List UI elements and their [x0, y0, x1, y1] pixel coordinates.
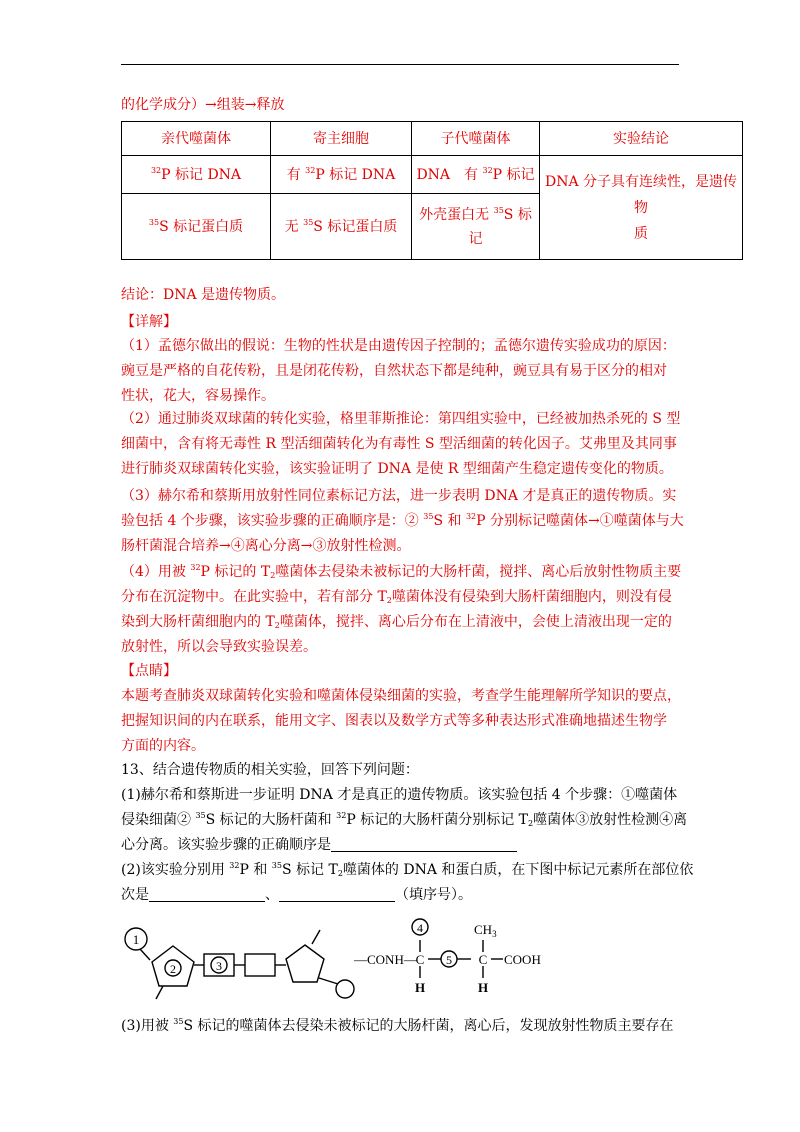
table-header-cell: 实验结论 — [540, 122, 743, 156]
answer-blank-1[interactable] — [331, 837, 517, 852]
label-1: 1 — [132, 932, 140, 947]
label-3: 3 — [216, 959, 222, 973]
label-5: 5 — [446, 953, 452, 967]
table-row — [122, 156, 743, 194]
hydrogen-1: H — [414, 980, 426, 995]
paragraph-3-line: 肠杆菌混合培养→④离心分离→③放射性检测。 — [121, 538, 411, 554]
question-2-line: (2)该实验分别用 $^{32}$P 和 $^{35}$S 标记 $T_2$噬菌体的 DNA 和蛋白质，在下图中标记元素所在部位依 — [121, 861, 694, 878]
table-cell: $^{32}$P 标记 DNA — [122, 156, 271, 194]
molecule-diagram — [118, 912, 558, 1014]
comment-line: 把握知识间的内在联系，能用文字、图表以及数学方式等多种表达形式准确地描述生物学 — [121, 713, 667, 729]
top-line: 的化学成分）→组装→释放 — [121, 97, 285, 113]
methyl-group: $CH_3$ — [474, 922, 497, 939]
table-cell: 外壳蛋白无 $^{35}$S 标 记 — [412, 194, 540, 260]
comment-line: 本题考查肺炎双球菌转化实验和噬菌体侵染细菌的实验，考查学生能理解所学知识的要点， — [121, 688, 681, 704]
conclusion: 结论：DNA 是遗传物质。 — [121, 287, 286, 303]
pentagon-ring — [286, 945, 324, 982]
paragraph-1-line: （1）孟德尔做出的假说：生物的性状是由遗传因子控制的；孟德尔遗传实验成功的原因： — [121, 338, 676, 354]
comment-heading: 【点睛】 — [121, 663, 177, 679]
question-2-line: 次是 、 （填序号）。 — [121, 887, 472, 903]
bond — [319, 978, 338, 984]
paragraph-2-line: 进行肺炎双球菌转化实验，该实验证明了 DNA 是使 R 型细菌产生稳定遗传变化的物质。 — [121, 461, 673, 477]
table-cell: DNA 有 $^{32}$P 标记 — [412, 156, 540, 194]
table-cell-conclusion: DNA 分子具有连续性，是遗传物 质 — [540, 156, 743, 260]
answer-blank-2[interactable] — [149, 887, 265, 902]
paragraph-3-line: （3）赫尔希和蔡斯用放射性同位素标记方法，进一步表明 DNA 才是真正的遗传物质。实 — [121, 488, 677, 504]
bond — [312, 930, 320, 944]
table-cell: 无 $^{35}$S 标记蛋白质 — [271, 194, 412, 260]
detail-heading: 【详解】 — [121, 314, 177, 330]
question-3-line: (3)用被 $^{35}$S 标记的噬菌体去侵染未被标记的大肠杆菌，离心后，发现放射性物质主要存在 — [121, 1017, 674, 1034]
table-header-cell: 子代噬菌体 — [412, 122, 540, 156]
conh-group: —CONH— — [354, 952, 417, 967]
answer-blank-3[interactable] — [279, 887, 395, 902]
label-2: 2 — [170, 962, 176, 976]
paragraph-2-line: 细菌中，含有将无毒性 R 型活细菌转化为有毒性 S 型活细菌的转化因子。艾弗里及其同事 — [121, 436, 677, 452]
carbon-1: C — [415, 952, 425, 967]
paragraph-1-line: 性状，花大，容易操作。 — [121, 388, 275, 404]
paragraph-4-line: 放射性，所以会导致实验误差。 — [121, 639, 317, 655]
paragraph-4-line: （4）用被 $^{32}$P 标记的 $T_2$噬菌体去侵染未被标记的大肠杆菌，搅拌、离心后放射性物质主要 — [121, 563, 682, 580]
comment-line: 方面的内容。 — [121, 738, 205, 754]
question-1-line: (1)赫尔希和蔡斯进一步证明 DNA 才是真正的遗传物质。该实验包括 4 个步骤：①噬菌体 — [121, 787, 678, 803]
paragraph-4-line: 染到大肠杆菌细胞内的 $T_2$噬菌体，搅拌、离心后分布在上清液中，会使上清液出现一定的 — [121, 614, 672, 630]
bond — [156, 986, 163, 999]
label-4: 4 — [417, 921, 423, 935]
hydrogen-2: H — [477, 980, 489, 995]
side-circle — [336, 980, 354, 998]
paragraph-2-line: （2）通过肺炎双球菌的转化实验，格里菲斯推论：第四组实验中，已经被加热杀死的 S 型 — [121, 411, 681, 427]
table-cell: 有 $^{32}$P 标记 DNA — [271, 156, 412, 194]
paragraph-1-line: 豌豆是严格的自花传粉，且是闭花传粉，自然状态下都是纯种，豌豆具有易于区分的相对 — [121, 363, 667, 379]
box-empty — [245, 954, 275, 976]
question-1-line: 侵染细菌② $^{35}$S 标记的大肠杆菌和 $^{32}$P 标记的大肠杆菌分别标记 $T_2$噬菌体③放射性检测④离 — [121, 811, 688, 828]
header-rule — [121, 64, 679, 65]
table-header-cell: 寄主细胞 — [271, 122, 412, 156]
question-1-line: 心分离。该实验步骤的正确顺序是 — [121, 835, 681, 855]
paragraph-4-line: 分布在沉淀物中。在此实验中，若有部分 $T_2$噬菌体没有侵染到大肠杆菌细胞内，则没有侵 — [121, 589, 672, 605]
table-header-cell: 亲代噬菌体 — [122, 122, 271, 156]
carboxyl-group: COOH — [504, 952, 541, 967]
experiment-table — [121, 121, 743, 260]
table-cell: $^{35}$S 标记蛋白质 — [122, 194, 271, 260]
carbon-2: C — [478, 952, 488, 967]
question-13-title: 13、结合遗传物质的相关实验，回答下列问题： — [121, 762, 419, 778]
paragraph-3-line: 验包括 4 个步骤，该实验步骤的正确顺序是：② $^{35}$S 和 $^{32}$P 分别标记噬菌体→①噬菌体与大 — [121, 512, 684, 529]
table-header-row — [122, 122, 743, 156]
bond — [140, 949, 150, 960]
